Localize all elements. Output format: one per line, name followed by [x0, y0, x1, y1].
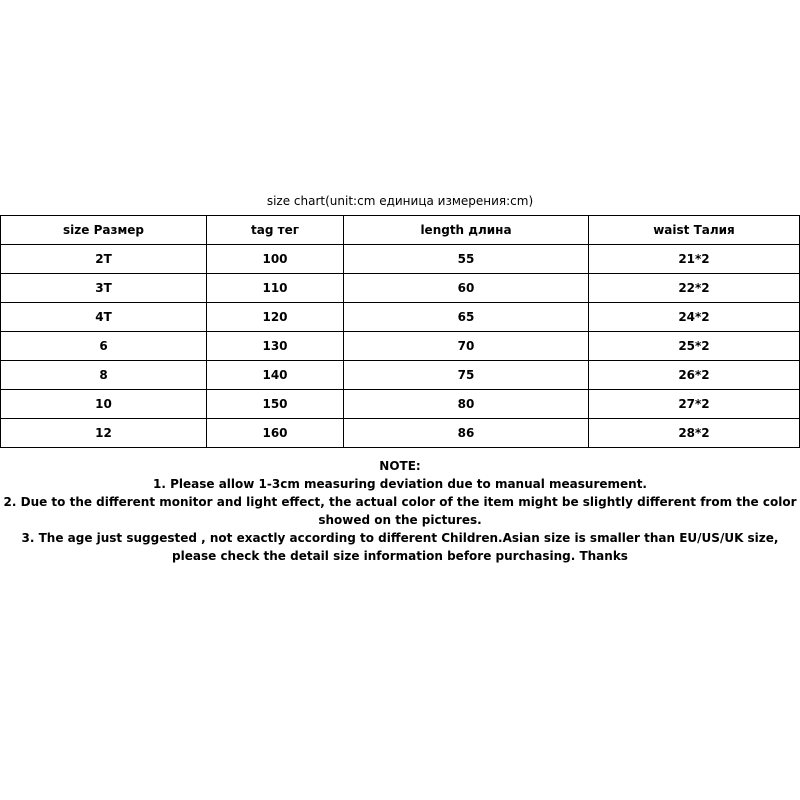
cell-waist: 27*2 — [589, 390, 800, 419]
cell-length: 65 — [344, 303, 589, 332]
cell-size: 2T — [1, 245, 207, 274]
cell-size: 10 — [1, 390, 207, 419]
cell-waist: 26*2 — [589, 361, 800, 390]
cell-length: 55 — [344, 245, 589, 274]
cell-length: 70 — [344, 332, 589, 361]
table-header-row — [1, 216, 800, 245]
table-row — [1, 245, 800, 274]
size-chart-table — [0, 215, 800, 448]
size-chart-title: size chart(unit:cm единица измерения:cm) — [266, 194, 534, 208]
header-length: length длина — [344, 216, 589, 245]
cell-tag: 140 — [207, 361, 344, 390]
cell-tag: 120 — [207, 303, 344, 332]
cell-tag: 150 — [207, 390, 344, 419]
note-item: 2. Due to the different monitor and light effect, the actual color of the item might be slightly different from the color showed on the pictures. — [3, 495, 797, 527]
cell-waist: 28*2 — [589, 419, 800, 448]
cell-size: 8 — [1, 361, 207, 390]
cell-length: 75 — [344, 361, 589, 390]
table-row — [1, 274, 800, 303]
notes-heading: NOTE: — [379, 459, 421, 473]
header-size: size Размер — [1, 216, 207, 245]
table-row — [1, 332, 800, 361]
cell-size: 3T — [1, 274, 207, 303]
table-row — [1, 361, 800, 390]
header-tag: tag тег — [207, 216, 344, 245]
cell-size: 12 — [1, 419, 207, 448]
note-item: 1. Please allow 1-3cm measuring deviation due to manual measurement. — [153, 477, 647, 491]
cell-tag: 160 — [207, 419, 344, 448]
cell-tag: 110 — [207, 274, 344, 303]
cell-size: 6 — [1, 332, 207, 361]
cell-tag: 100 — [207, 245, 344, 274]
cell-waist: 25*2 — [589, 332, 800, 361]
header-waist: waist Талия — [589, 216, 800, 245]
table-row — [1, 419, 800, 448]
cell-tag: 130 — [207, 332, 344, 361]
cell-length: 86 — [344, 419, 589, 448]
table-row — [1, 390, 800, 419]
table-row — [1, 303, 800, 332]
cell-waist: 24*2 — [589, 303, 800, 332]
cell-waist: 21*2 — [589, 245, 800, 274]
cell-length: 80 — [344, 390, 589, 419]
note-item: 3. The age just suggested , not exactly according to different Children.Asian size is smaller than EU/US/UK size, please check the detail size information before purchasing. Thanks — [21, 531, 779, 563]
cell-size: 4T — [1, 303, 207, 332]
cell-waist: 22*2 — [589, 274, 800, 303]
cell-length: 60 — [344, 274, 589, 303]
notes-section — [0, 457, 800, 565]
